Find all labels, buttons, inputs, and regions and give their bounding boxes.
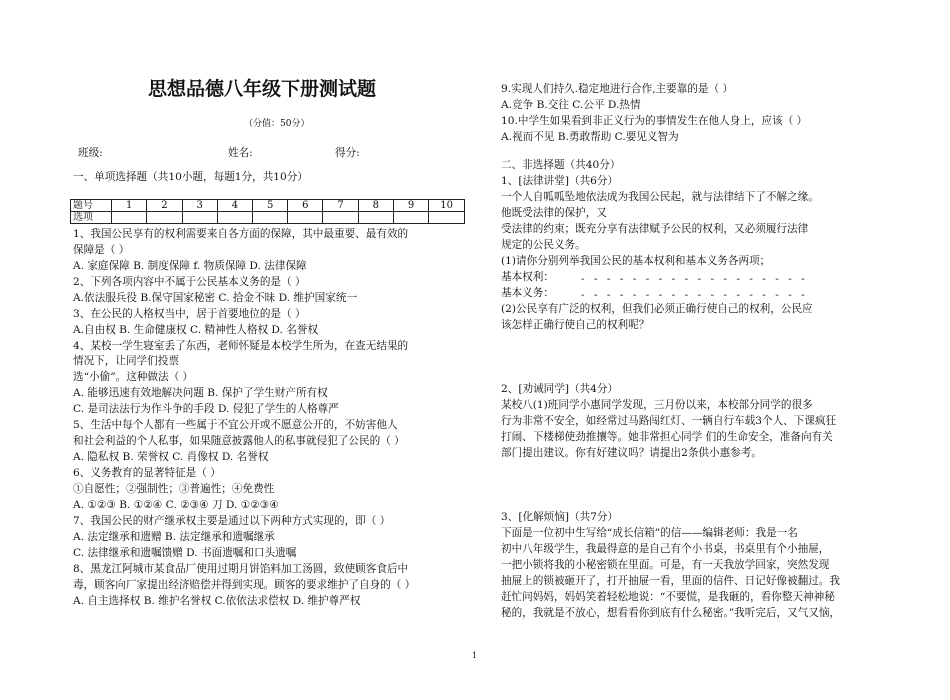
basic-rights-label: 基本权利： <box>501 271 554 283</box>
answer-blank[interactable]: - - - - - - - - - - - - - - - - - - <box>581 273 808 285</box>
answer-cell[interactable] <box>253 212 288 224</box>
table-number: 7 <box>323 200 358 212</box>
table-number: 1 <box>112 200 147 212</box>
answer-cell[interactable] <box>112 212 147 224</box>
answer-cell[interactable] <box>429 212 465 224</box>
paragraph-line: 打闹、下楼梯使劲推攘等。她非常担心同学 们的生命安全，准备向有关 <box>501 431 833 443</box>
score-note: （分值：50分） <box>244 119 310 129</box>
score-label: 得分: <box>335 147 360 159</box>
option-line: C. 是司法法行为作斗争的手段 D. 侵犯了学生的人格尊严 <box>73 403 339 415</box>
section2-heading: 二、非选择题（共40分） <box>501 159 621 171</box>
question-line: 情况下，让同学们投票 <box>73 355 179 367</box>
paragraph-line: 该怎样正确行使自己的权利呢？ <box>501 319 650 331</box>
paragraph-line: 抽屉上的锁被砸开了，打开抽屉一看，里面的信件、日记好像被翻过。我 <box>501 575 840 587</box>
question-line: 6、义务教育的显著特征是（ ） <box>73 467 221 479</box>
paragraph-line: 赶忙问妈妈，妈妈笑着轻松地说：“不要慌，是我砸的，看你整天神神秘 <box>501 591 835 603</box>
paragraph-line: (2)公民享有广泛的权利，但我们必须正确行使自己的权利，公民应 <box>501 303 813 315</box>
section1-heading: 一、单项选择题（共10小题，每题1分，共10分） <box>73 171 308 183</box>
name-label: 姓名: <box>228 147 253 159</box>
class-label: 班级: <box>78 147 103 159</box>
paragraph-line: 规定的公民义务。 <box>501 239 586 251</box>
table-number: 9 <box>393 200 428 212</box>
table-number: 8 <box>358 200 393 212</box>
option-line: A. 隐私权 B. 荣誉权 C. 肖像权 D. 名誉权 <box>73 451 269 463</box>
table-number: 6 <box>288 200 323 212</box>
table-number: 3 <box>182 200 217 212</box>
paragraph-line: 下面是一位初中生写给“成长信箱”的信——编辑老师：我是一名 <box>501 527 798 539</box>
option-line: A. 法定继承和遗赠 B. 法定继承和遗嘱继承 <box>73 531 275 543</box>
paragraph-line: 行为非常不安全，如经常过马路闯红灯、一辆自行车载3个人、下课疯狂 <box>501 415 837 427</box>
paragraph-line: (1)请你分别列举我国公民的基本权利和基本义务各两项； <box>501 255 771 267</box>
option-line: A.依法服兵役 B.保守国家秘密 C. 拾金不昧 D. 维护国家统一 <box>73 292 358 304</box>
answer-cell[interactable] <box>217 212 252 224</box>
page-number: 1 <box>472 651 478 660</box>
table-header-label: 题号 <box>71 200 112 212</box>
q1-heading: 1、[法律讲堂]（共6分） <box>501 175 619 187</box>
paragraph-line: 某校八(1)班同学小惠同学发现，三月份以来，本校部分同学的很多 <box>501 399 813 411</box>
paragraph-line: 一把小锁将我的小秘密锁在里面。可是，有一天我放学回家，突然发现 <box>501 559 830 571</box>
question-line: 2、下列各项内容中不属于公民基本义务的是（ ） <box>73 276 306 288</box>
paragraph-line: 他既受法律的保护，又 <box>501 207 607 219</box>
option-line: A. 家庭保障 B. 制度保障 f. 物质保障 D. 法律保障 <box>73 260 307 272</box>
question-line: 保障是（ ） <box>73 244 130 256</box>
option-line: A.视而不见 B.勇敢帮助 C.要见义智为 <box>501 131 679 143</box>
paragraph-line: 受法律的约束；既充分享有法律赋予公民的权利，又必须履行法律 <box>501 223 809 235</box>
question-line: 1、我国公民享有的权利需要来自各方面的保障，其中最重要、最有效的 <box>73 228 409 240</box>
option-line: A. ①②③ B. ①②④ C. ②③④ 刀 D. ①②③④ <box>73 499 279 511</box>
answer-cell[interactable] <box>393 212 428 224</box>
answer-cell[interactable] <box>182 212 217 224</box>
table-answer-label: 选项 <box>71 212 112 224</box>
q3-heading: 3、[化解烦恼]（共7分） <box>501 511 619 523</box>
question-line: 10.中学生如果看到非正义行为的事情发生在他人身上，应该（ ） <box>501 115 808 127</box>
question-line: 7、我国公民的财产继承权主要是通过以下两种方式实现的，即（ ） <box>73 515 391 527</box>
question-line: 毒，顾客向厂家提出经济赔偿并得到实现。顾客的要求维护了自身的（ ） <box>73 579 416 591</box>
option-line: C. 法律继承和遗嘱馈赠 D. 书面遗嘱和口头遗嘱 <box>73 547 297 559</box>
option-line: A.竞争 B.交往 C.公平 D.热情 <box>501 99 641 111</box>
page-title: 思想品德八年级下册测试题 <box>148 78 377 100</box>
option-line: A. 能够迅速有效地解决问题 B. 保护了学生财产所有权 <box>73 387 328 399</box>
table-number: 4 <box>217 200 252 212</box>
option-line: A.自由权 B. 生命健康权 C. 精神性人格权 D. 名誉权 <box>73 324 319 336</box>
answer-cell[interactable] <box>147 212 182 224</box>
question-line: 9.实现人们持久.稳定地进行合作,主要靠的是（ ） <box>501 83 734 95</box>
question-line: 3、在公民的人格权当中，居于首要地位的是（ ） <box>73 308 306 320</box>
basic-duties-label: 基本义务： <box>501 287 554 299</box>
question-line: 5、生活中每个人都有一些属于不宜公开或不愿意公开的，不妨害他人 <box>73 419 398 431</box>
answer-blank[interactable]: - - - - - - - - - - - - - - - - - - <box>581 289 808 301</box>
q2-heading: 2、[劝诫同学]（共4分） <box>501 383 619 395</box>
question-line: 4、某校一学生寝室丢了东西，老师怀疑是本校学生所为，在查无结果的 <box>73 340 409 352</box>
table-number: 5 <box>253 200 288 212</box>
table-number: 2 <box>147 200 182 212</box>
question-line: 和社会利益的个人私事，如果随意披露他人的私事就侵犯了公民的（ ） <box>73 435 405 447</box>
paragraph-line: 初中八年级学生，我最得意的是自己有个小书桌，书桌里有个小抽屉， <box>501 543 830 555</box>
option-line: A. 自主选择权 B. 维护名誉权 C.依依法求偿权 D. 维护尊严权 <box>73 595 361 607</box>
answer-cell[interactable] <box>358 212 393 224</box>
table-number: 10 <box>429 200 465 212</box>
answer-cell[interactable] <box>323 212 358 224</box>
paragraph-line: 部门提出建议。你有好建议吗？请提出2条供小惠参考。 <box>501 447 762 459</box>
paragraph-line: 秘的，我就是不放心，想看看你到底有什么秘密。”我听完后，又气又恼， <box>501 607 841 619</box>
option-line: ①自愿性；②强制性；③普遍性；④免费性 <box>73 483 275 495</box>
answer-cell[interactable] <box>288 212 323 224</box>
paragraph-line: 一个人自呱呱坠地依法成为我国公民起，就与法律结下了不解之缘。 <box>501 191 819 203</box>
question-line: 8、黑龙江阿城市某食品厂使用过期月饼馅料加工汤圆，致使顾客食后中 <box>73 563 409 575</box>
question-line: 选“小偷”。这种做法（ ） <box>73 371 194 383</box>
answer-table <box>70 199 465 224</box>
